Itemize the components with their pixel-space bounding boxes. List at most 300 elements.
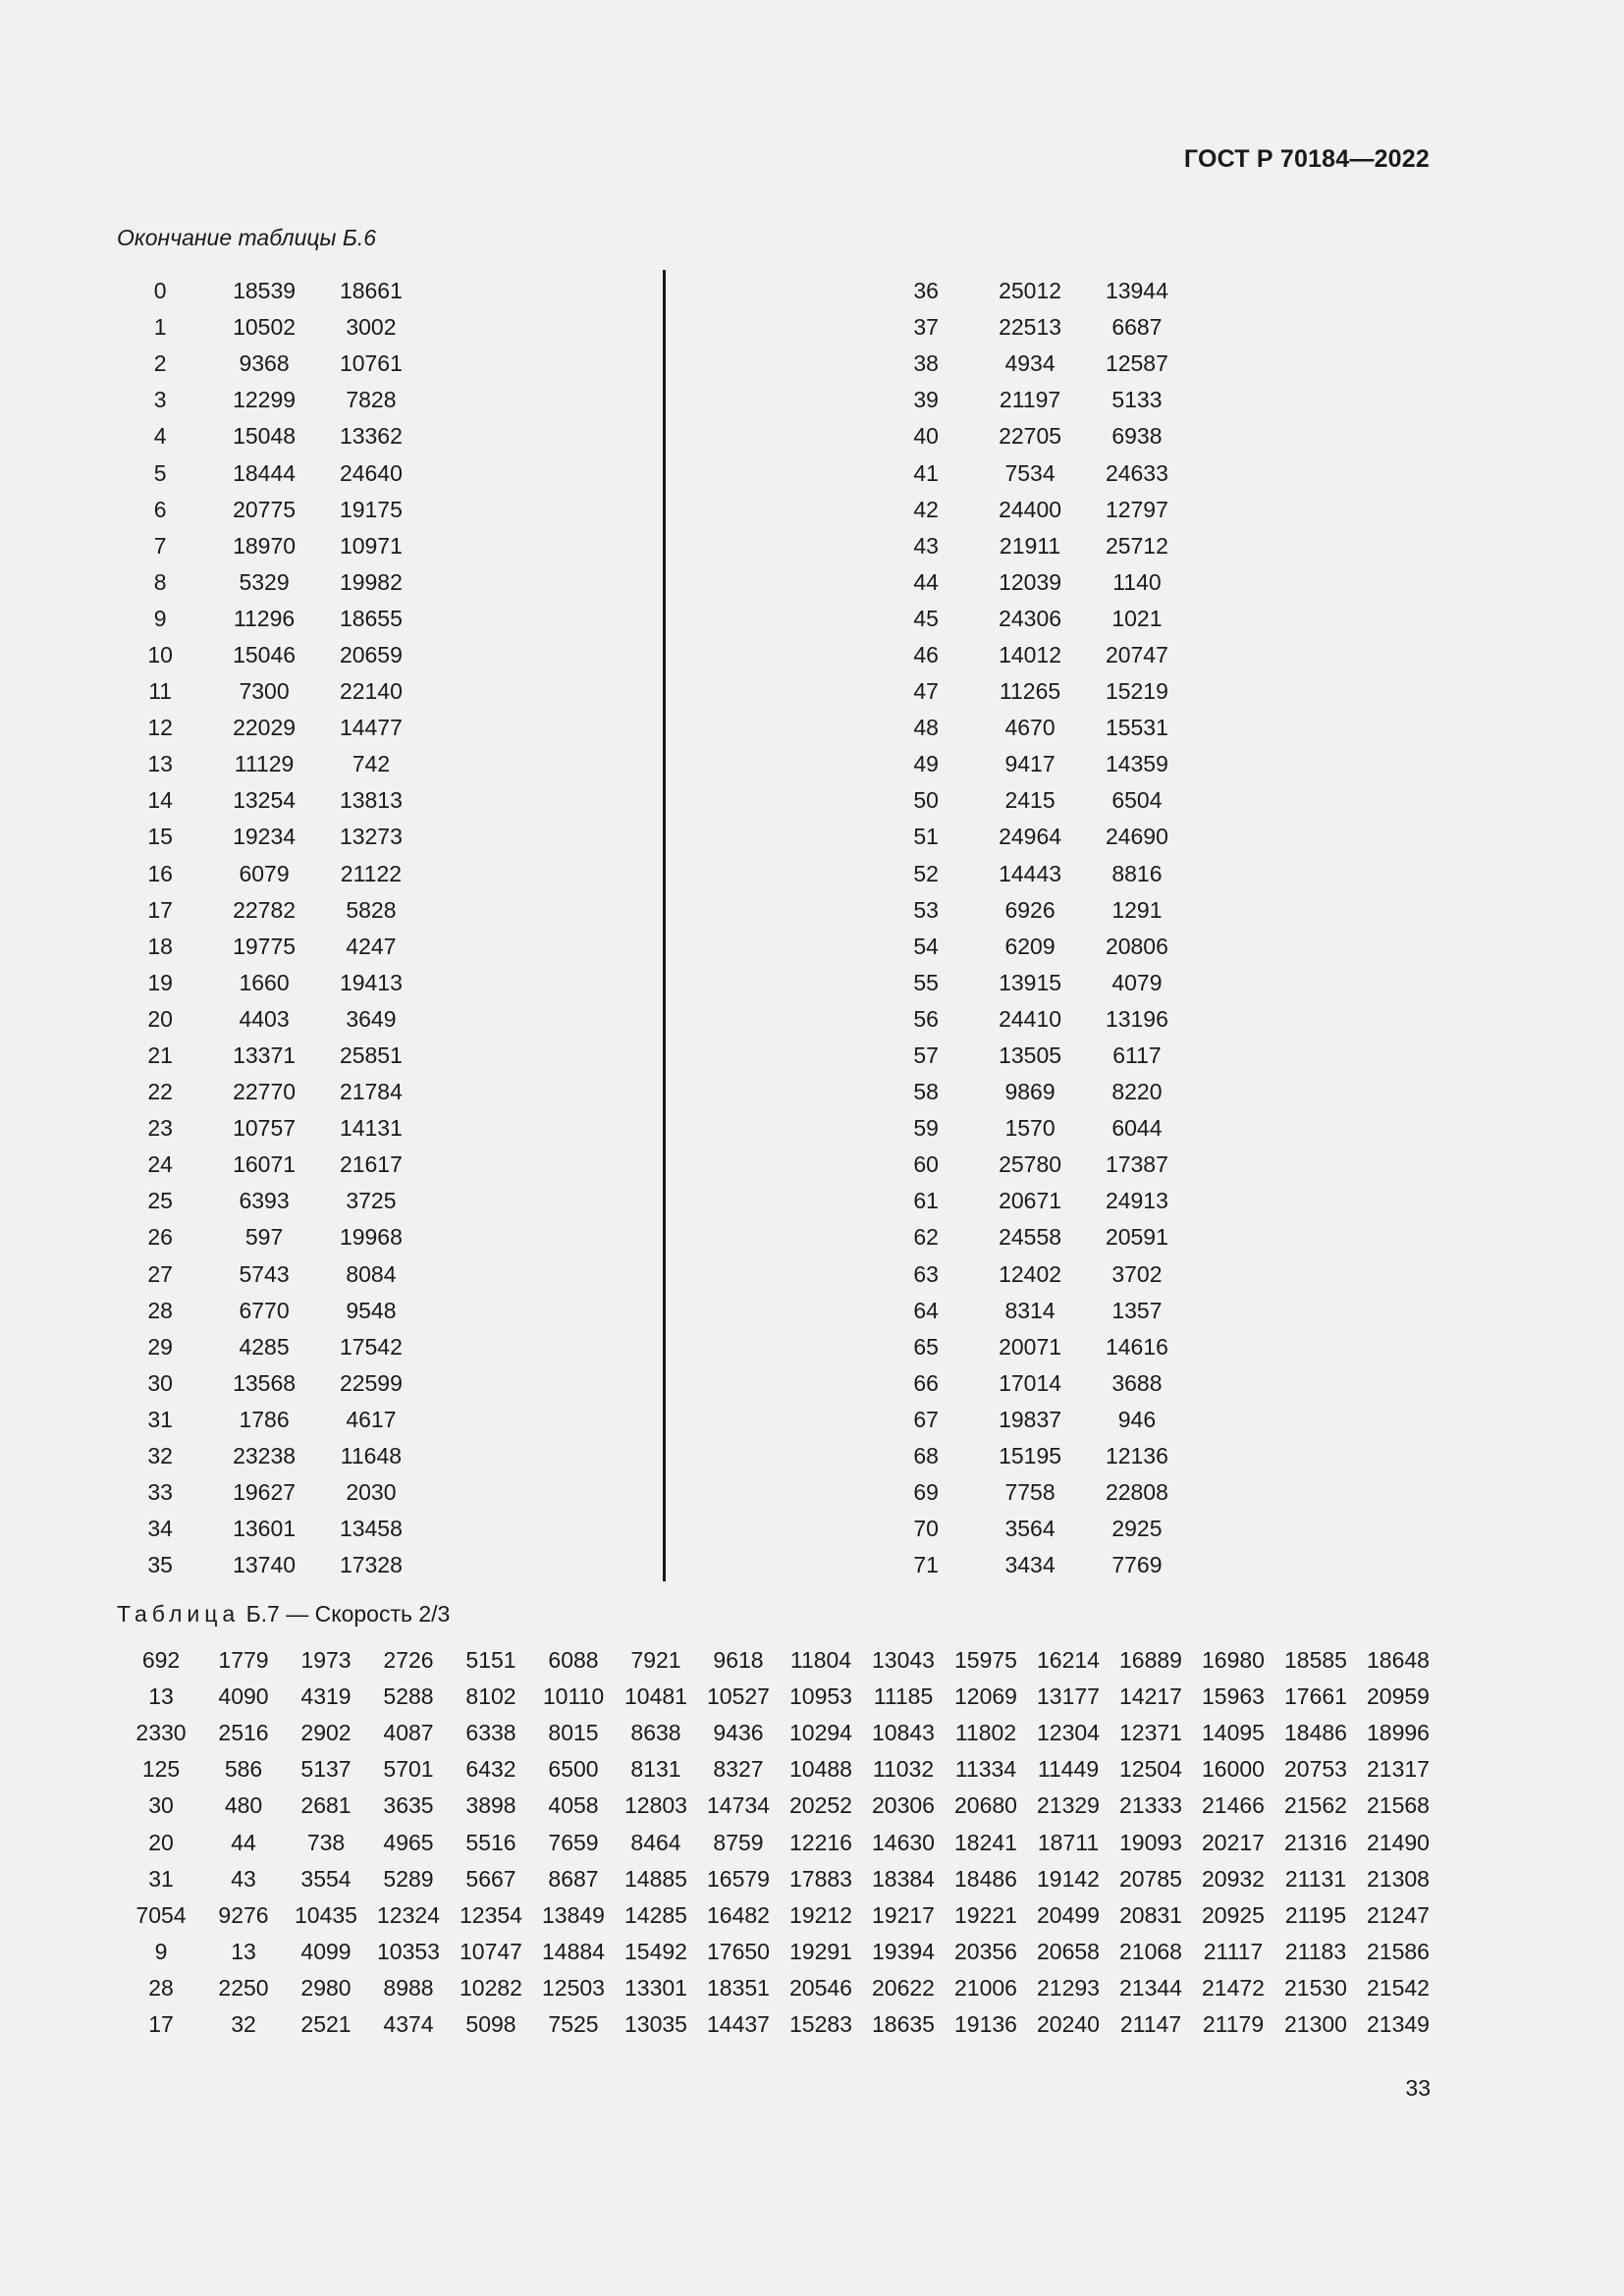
- row-index: 49: [913, 751, 939, 777]
- table-row: [128, 564, 422, 601]
- value-a: 597: [244, 1224, 284, 1251]
- table-cell: 21068: [1119, 1938, 1182, 1964]
- row-index: 66: [913, 1369, 939, 1396]
- table-row: [120, 1642, 1439, 1679]
- table-row: [120, 2006, 1439, 2043]
- value-b: 13458: [339, 1516, 403, 1542]
- value-b: 24633: [1105, 459, 1168, 486]
- table-cell: 5151: [465, 1647, 516, 1674]
- table-row: [893, 1001, 1188, 1038]
- value-b: 14477: [339, 715, 403, 741]
- value-a: 25780: [999, 1151, 1062, 1178]
- table-row: [128, 1474, 422, 1511]
- table-cell: 18648: [1367, 1647, 1430, 1674]
- value-b: 6117: [1112, 1042, 1162, 1069]
- table-cell: 1973: [300, 1647, 352, 1674]
- row-index: 59: [913, 1115, 939, 1142]
- row-index: 71: [913, 1552, 939, 1578]
- row-index: 54: [913, 933, 939, 959]
- value-a: 24306: [999, 605, 1062, 631]
- table-row: [128, 856, 422, 892]
- value-a: 20775: [233, 496, 297, 522]
- table-row: [893, 746, 1188, 782]
- table-cell: 21586: [1367, 1938, 1430, 1964]
- value-a: 10502: [233, 314, 297, 341]
- value-a: 13371: [233, 1042, 297, 1069]
- row-index: 6: [153, 496, 167, 522]
- table-cell: 16889: [1119, 1647, 1182, 1674]
- table-cell: 20499: [1037, 1901, 1100, 1928]
- value-a: 4403: [239, 1005, 290, 1032]
- table-cell: 20240: [1037, 2010, 1100, 2037]
- value-a: 18539: [233, 278, 297, 304]
- table-cell: 10747: [460, 1938, 522, 1964]
- table-cell: 11804: [789, 1647, 852, 1674]
- table-row: [893, 856, 1188, 892]
- table-row: [893, 273, 1188, 309]
- value-a: 6393: [239, 1188, 290, 1214]
- table-cell: 11449: [1037, 1756, 1100, 1783]
- table-cell: 19394: [872, 1938, 935, 1964]
- table-row: [128, 1038, 422, 1074]
- table-row: [893, 673, 1188, 710]
- value-a: 3564: [1004, 1516, 1056, 1542]
- row-index: 24: [147, 1151, 173, 1178]
- table-cell: 21195: [1284, 1901, 1347, 1928]
- table-cell: 13: [231, 1938, 256, 1964]
- value-a: 25012: [999, 278, 1062, 304]
- value-a: 15195: [999, 1443, 1062, 1469]
- row-index: 29: [147, 1333, 173, 1360]
- table-cell: 43: [231, 1865, 256, 1892]
- table-cell: 15283: [789, 2010, 852, 2037]
- table-cell: 19291: [789, 1938, 852, 1964]
- value-a: 9368: [239, 350, 290, 377]
- table-row: [893, 1438, 1188, 1474]
- value-a: 22770: [233, 1079, 297, 1105]
- value-a: 22029: [233, 715, 297, 741]
- value-a: 19234: [233, 824, 297, 850]
- value-b: 20659: [339, 641, 403, 667]
- table-cell: 19136: [954, 2010, 1017, 2037]
- table-cell: 8988: [383, 1974, 434, 2001]
- table-row: [893, 528, 1188, 564]
- table-cell: 21247: [1367, 1901, 1430, 1928]
- table-cell: 13301: [624, 1974, 687, 2001]
- table-cell: 21293: [1037, 1974, 1100, 2001]
- value-a: 6770: [239, 1297, 290, 1323]
- value-b: 15219: [1105, 678, 1168, 705]
- table-cell: 20753: [1284, 1756, 1347, 1783]
- table-row: [128, 346, 422, 382]
- table-cell: 4965: [383, 1829, 434, 1855]
- table-row: [128, 1438, 422, 1474]
- table-cell: 20785: [1119, 1865, 1182, 1892]
- value-a: 7534: [1004, 459, 1056, 486]
- table-row: [128, 309, 422, 346]
- value-b: 946: [1117, 1406, 1157, 1432]
- table-row: [120, 1934, 1439, 1970]
- row-index: 45: [913, 605, 939, 631]
- value-b: 21122: [340, 860, 403, 886]
- value-b: 5133: [1111, 387, 1163, 413]
- table-cell: 12069: [954, 1683, 1017, 1710]
- value-b: 13362: [339, 423, 403, 450]
- table-cell: 10527: [707, 1683, 770, 1710]
- value-b: 10761: [339, 350, 403, 377]
- table-cell: 12324: [377, 1901, 440, 1928]
- table-row: [893, 418, 1188, 454]
- table-row: [128, 492, 422, 528]
- row-index: 10: [147, 641, 173, 667]
- table-cell: 3635: [383, 1792, 434, 1819]
- value-a: 5743: [239, 1260, 290, 1287]
- row-index: 19: [147, 969, 173, 995]
- table-row: [893, 346, 1188, 382]
- value-a: 7300: [239, 678, 290, 705]
- value-b: 4247: [346, 933, 397, 959]
- value-b: 18661: [339, 278, 403, 304]
- table-cell: 2521: [300, 2010, 352, 2037]
- value-a: 3434: [1004, 1552, 1056, 1578]
- row-index: 61: [913, 1188, 939, 1214]
- value-a: 22782: [233, 896, 297, 923]
- value-b: 7828: [346, 387, 397, 413]
- value-b: 6938: [1111, 423, 1163, 450]
- table-cell: 13177: [1037, 1683, 1100, 1710]
- table-row: [893, 1219, 1188, 1255]
- table-cell: 20252: [789, 1792, 852, 1819]
- table-cell: 10294: [789, 1720, 852, 1746]
- table-row: [893, 965, 1188, 1001]
- table-row: [893, 1147, 1188, 1183]
- value-a: 12402: [999, 1260, 1062, 1287]
- table-cell: 18241: [954, 1829, 1017, 1855]
- value-a: 12299: [233, 387, 297, 413]
- value-b: 15531: [1105, 715, 1168, 741]
- table-cell: 5288: [383, 1683, 434, 1710]
- table-cell: 12304: [1037, 1720, 1100, 1746]
- table-row: [128, 710, 422, 746]
- table-cell: 18585: [1284, 1647, 1347, 1674]
- value-a: 11296: [233, 605, 296, 631]
- table-cell: 18486: [954, 1865, 1017, 1892]
- table-cell: 21006: [954, 1974, 1017, 2001]
- value-b: 19175: [339, 496, 403, 522]
- table-cell: 13043: [872, 1647, 935, 1674]
- value-a: 13254: [233, 787, 297, 814]
- row-index: 16: [147, 860, 173, 886]
- value-a: 5329: [239, 568, 290, 595]
- row-index: 32: [147, 1443, 173, 1469]
- table-cell: 18351: [707, 1974, 770, 2001]
- value-a: 13915: [999, 969, 1062, 995]
- row-index: 63: [913, 1260, 939, 1287]
- table-row: [893, 819, 1188, 855]
- value-b: 14359: [1105, 751, 1168, 777]
- row-index: 52: [913, 860, 939, 886]
- row-index: 12: [147, 715, 173, 741]
- table-cell: 4058: [548, 1792, 599, 1819]
- table-cell: 21308: [1367, 1865, 1430, 1892]
- table-cell: 19093: [1119, 1829, 1182, 1855]
- table-cell: 2250: [218, 1974, 269, 2001]
- table-cell: 4087: [383, 1720, 434, 1746]
- table-cell: 6088: [548, 1647, 599, 1674]
- table-cell: 8464: [630, 1829, 681, 1855]
- value-b: 21617: [339, 1151, 403, 1178]
- table-cell: 14885: [624, 1865, 687, 1892]
- table-cell: 19142: [1037, 1865, 1100, 1892]
- table-cell: 14095: [1202, 1720, 1265, 1746]
- table-cell: 20217: [1202, 1829, 1265, 1855]
- table-cell: 10110: [542, 1683, 605, 1710]
- value-a: 13505: [999, 1042, 1062, 1069]
- value-a: 2415: [1004, 787, 1056, 814]
- table-cell: 692: [141, 1647, 181, 1674]
- table-cell: 2980: [300, 1974, 352, 2001]
- value-a: 17014: [999, 1369, 1062, 1396]
- table-cell: 2726: [383, 1647, 434, 1674]
- column-divider: [663, 270, 666, 1581]
- value-b: 20591: [1105, 1224, 1168, 1251]
- table-cell: 21349: [1367, 2010, 1430, 2037]
- table-row: [120, 1679, 1439, 1715]
- table-row: [893, 637, 1188, 673]
- row-index: 26: [147, 1224, 173, 1251]
- value-b: 19413: [339, 969, 403, 995]
- row-index: 50: [913, 787, 939, 814]
- value-a: 22705: [999, 423, 1062, 450]
- value-b: 10971: [339, 532, 403, 559]
- table-cell: 19212: [789, 1901, 852, 1928]
- value-b: 12136: [1105, 1443, 1168, 1469]
- table-cell: 11032: [872, 1756, 935, 1783]
- value-b: 4617: [346, 1406, 397, 1432]
- table-cell: 125: [141, 1756, 181, 1783]
- value-b: 24640: [339, 459, 403, 486]
- table-row: [128, 273, 422, 309]
- value-b: 2925: [1111, 1516, 1163, 1542]
- table-cell: 12504: [1119, 1756, 1182, 1783]
- table-cell: 21530: [1284, 1974, 1347, 2001]
- table-cell: 15492: [624, 1938, 687, 1964]
- value-a: 6209: [1004, 933, 1056, 959]
- table-cell: 16579: [707, 1865, 770, 1892]
- table-cell: 4374: [383, 2010, 434, 2037]
- row-index: 48: [913, 715, 939, 741]
- table-row: [893, 782, 1188, 819]
- value-a: 14012: [999, 641, 1062, 667]
- value-a: 4934: [1004, 350, 1056, 377]
- value-b: 13273: [339, 824, 403, 850]
- row-index: 68: [913, 1443, 939, 1469]
- row-index: 17: [147, 896, 173, 923]
- table-row: [893, 1547, 1188, 1583]
- table-row: [128, 1365, 422, 1402]
- value-a: 1786: [239, 1406, 290, 1432]
- table-cell: 20831: [1119, 1901, 1182, 1928]
- row-index: 2: [153, 350, 167, 377]
- value-b: 17328: [339, 1552, 403, 1578]
- value-a: 7758: [1004, 1479, 1056, 1506]
- value-a: 20071: [999, 1333, 1062, 1360]
- value-b: 21784: [339, 1079, 403, 1105]
- table-cell: 21179: [1202, 2010, 1265, 2037]
- row-index: 42: [913, 496, 939, 522]
- table-row: [128, 1547, 422, 1583]
- page-number: 33: [1405, 2075, 1431, 2101]
- row-index: 1: [153, 314, 167, 341]
- table-cell: 20356: [954, 1938, 1017, 1964]
- row-index: 27: [147, 1260, 173, 1287]
- row-index: 0: [153, 278, 167, 304]
- table-cell: 5701: [383, 1756, 434, 1783]
- value-a: 1660: [239, 969, 290, 995]
- row-index: 20: [147, 1005, 173, 1032]
- table-cell: 15975: [954, 1647, 1017, 1674]
- value-a: 20671: [999, 1188, 1062, 1214]
- value-a: 23238: [233, 1443, 297, 1469]
- row-index: 4: [153, 423, 167, 450]
- table-row: [120, 1715, 1439, 1751]
- table-cell: 18384: [872, 1865, 935, 1892]
- table-row: [128, 601, 422, 637]
- table-cell: 10488: [789, 1756, 852, 1783]
- table-cell: 586: [224, 1756, 263, 1783]
- table-cell: 5098: [465, 2010, 516, 2037]
- table-cell: 10481: [624, 1683, 687, 1710]
- value-b: 17542: [339, 1333, 403, 1360]
- value-a: 19627: [233, 1479, 297, 1506]
- value-a: 19775: [233, 933, 297, 959]
- row-index: 7: [153, 532, 167, 559]
- table-row: [893, 1329, 1188, 1365]
- value-b: 8220: [1111, 1079, 1163, 1105]
- table-row: [120, 1861, 1439, 1897]
- table-row: [893, 382, 1188, 418]
- table-cell: 21490: [1367, 1829, 1430, 1855]
- table-cell: 21317: [1367, 1756, 1430, 1783]
- table-row: [893, 601, 1188, 637]
- value-b: 19982: [339, 568, 403, 595]
- table-cell: 14285: [624, 1901, 687, 1928]
- table-row: [893, 1293, 1188, 1329]
- table-cell: 13: [148, 1683, 174, 1710]
- table-cell: 32: [231, 2010, 256, 2037]
- row-index: 41: [913, 459, 939, 486]
- table-cell: 12216: [789, 1829, 852, 1855]
- value-a: 1570: [1004, 1115, 1056, 1142]
- table-row: [128, 637, 422, 673]
- document-standard-id: ГОСТ Р 70184—2022: [1183, 145, 1430, 173]
- row-index: 47: [913, 678, 939, 705]
- row-index: 15: [147, 824, 173, 850]
- value-b: 4079: [1111, 969, 1163, 995]
- table-cell: 20622: [872, 1974, 935, 2001]
- table-cell: 10435: [295, 1901, 357, 1928]
- row-index: 28: [147, 1297, 173, 1323]
- table-cell: 17883: [789, 1865, 852, 1892]
- table-cell: 13035: [624, 2010, 687, 2037]
- value-b: 17387: [1105, 1151, 1168, 1178]
- table-row: [893, 710, 1188, 746]
- table-cell: 21300: [1284, 2010, 1347, 2037]
- table-cell: 16000: [1202, 1756, 1265, 1783]
- value-b: 7769: [1111, 1552, 1163, 1578]
- row-index: 53: [913, 896, 939, 923]
- table-cell: 19217: [872, 1901, 935, 1928]
- value-b: 11648: [340, 1443, 403, 1469]
- table-row: [128, 1511, 422, 1547]
- table-b6-left-half: [128, 273, 422, 1583]
- table-row: [893, 1402, 1188, 1438]
- value-b: 3002: [346, 314, 397, 341]
- row-index: 37: [913, 314, 939, 341]
- value-b: 742: [352, 751, 391, 777]
- table-cell: 10843: [872, 1720, 935, 1746]
- table-cell: 8102: [465, 1683, 516, 1710]
- table-cell: 8327: [713, 1756, 764, 1783]
- table-row: [128, 819, 422, 855]
- table-b6-continuation-title: Окончание таблицы Б.6: [117, 225, 377, 250]
- table-b7-title-text: Б.7 — Скорость 2/3: [240, 1601, 451, 1627]
- row-index: 46: [913, 641, 939, 667]
- table-cell: 8687: [548, 1865, 599, 1892]
- table-cell: 5516: [465, 1829, 516, 1855]
- value-b: 25851: [339, 1042, 403, 1069]
- row-index: 57: [913, 1042, 939, 1069]
- table-row: [128, 965, 422, 1001]
- table-cell: 3898: [465, 1792, 516, 1819]
- table-cell: 3554: [300, 1865, 352, 1892]
- table-cell: 4099: [300, 1938, 352, 1964]
- table-cell: 2516: [218, 1720, 269, 1746]
- table-row: [893, 564, 1188, 601]
- table-row: [128, 782, 422, 819]
- table-cell: 21329: [1037, 1792, 1100, 1819]
- table-cell: 20680: [954, 1792, 1017, 1819]
- row-index: 13: [147, 751, 173, 777]
- table-cell: 2902: [300, 1720, 352, 1746]
- value-b: 19968: [339, 1224, 403, 1251]
- table-cell: 14217: [1119, 1683, 1182, 1710]
- table-cell: 18996: [1367, 1720, 1430, 1746]
- value-b: 13944: [1105, 278, 1168, 304]
- table-cell: 21131: [1284, 1865, 1347, 1892]
- table-row: [128, 1110, 422, 1147]
- value-b: 2030: [346, 1479, 397, 1506]
- table-cell: 21466: [1202, 1792, 1265, 1819]
- table-cell: 480: [224, 1792, 263, 1819]
- table-cell: 16980: [1202, 1647, 1265, 1674]
- table-cell: 4319: [300, 1683, 352, 1710]
- table-cell: 8015: [548, 1720, 599, 1746]
- table-row: [893, 492, 1188, 528]
- value-b: 3649: [346, 1005, 397, 1032]
- value-a: 21197: [999, 387, 1061, 413]
- row-index: 44: [913, 568, 939, 595]
- value-a: 11129: [234, 751, 295, 777]
- value-a: 21911: [999, 532, 1061, 559]
- value-b: 9548: [346, 1297, 397, 1323]
- row-index: 70: [913, 1516, 939, 1542]
- table-cell: 1779: [218, 1647, 269, 1674]
- table-cell: 9436: [713, 1720, 764, 1746]
- table-row: [120, 1970, 1439, 2006]
- table-cell: 4090: [218, 1683, 269, 1710]
- table-cell: 12803: [624, 1792, 687, 1819]
